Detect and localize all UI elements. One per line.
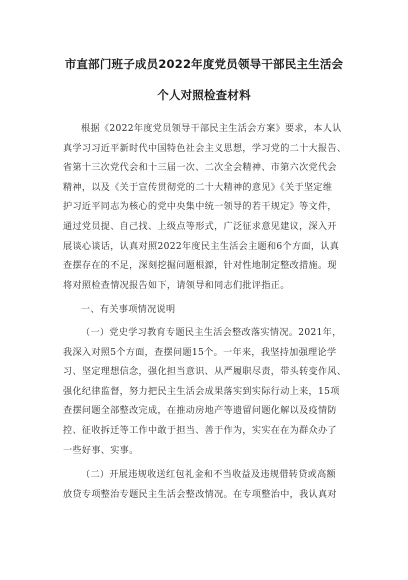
intro-line: 精神，以及《关于宣传贯彻党的二十大精神的意见》《关于坚定维 — [63, 182, 333, 193]
section-heading — [63, 301, 353, 321]
item-1-line: 强化纪律监督，努力把民主生活会成果落实到实际行动上来，15项 — [63, 386, 340, 397]
intro-line: 展谈心谈话，认真对照2022年度民主生活会主题和6个方面，认真 — [63, 241, 340, 252]
item-1-line: 习、坚定理想信念，强化担当意识、从严履职尽责，带头转变作风、 — [63, 367, 347, 378]
item-2-line: 放贷专项整治专题民主生活会整改情况。在专项整治中，我认真对 — [63, 489, 337, 500]
item-1-line: 控、征收拆迁等工作中敢于担当、善于作为，实实在在为群众办了 — [63, 425, 337, 436]
item-1-line: （一）党史学习教育专题民主生活会整改落实情况。2021年， — [81, 327, 342, 338]
item-2-paragraph — [63, 466, 353, 505]
intro-line: 将对照检查情况报告如下，请领导和同志们批评指正。 — [63, 280, 290, 291]
intro-line: 护习近平同志为核心的党中央集中统一领导的若干规定》等文件， — [63, 202, 337, 213]
intro-line: 省第十三次党代会和十三届一次、二次全会精神、市第六次党代会 — [63, 163, 337, 174]
document-body — [63, 120, 353, 510]
intro-line: 通过党员提、自己找、上级点等形式，广泛征求意见建议，深入开 — [63, 221, 337, 232]
intro-line: 真学习习近平新时代中国特色社会主义思想，学习党的二十大报告、 — [63, 143, 347, 154]
item-2-line: （二）开展违规收送红包礼金和不当收益及违规借转贷或高额 — [81, 470, 336, 481]
item-1-paragraph — [63, 324, 353, 461]
item-1-line: 查摆问题全部整改完成，在推动房地产等遗留问题化解以及疫情防 — [63, 406, 337, 417]
intro-paragraph — [63, 120, 353, 296]
item-1-line: 一些好事、实事。 — [63, 445, 139, 456]
document-title-line-1: 市直部门班子成员2022年度党员领导干部民主生活会 — [64, 57, 344, 71]
intro-line: 根据《2022年度党员领导干部民主生活会方案》要求，本人认 — [81, 124, 342, 134]
intro-line: 查摆存在的不足，深刻挖掘问题根源，针对性地制定整改措施。现 — [63, 261, 337, 272]
section-1-heading: 一、有关事项情况说明 — [81, 305, 176, 316]
item-1-line: 我深入对照5个方面，查摆问题15个。一年来，我坚持加强理论学 — [63, 347, 337, 358]
document-title-line-2: 个人对照检查材料 — [157, 88, 251, 102]
